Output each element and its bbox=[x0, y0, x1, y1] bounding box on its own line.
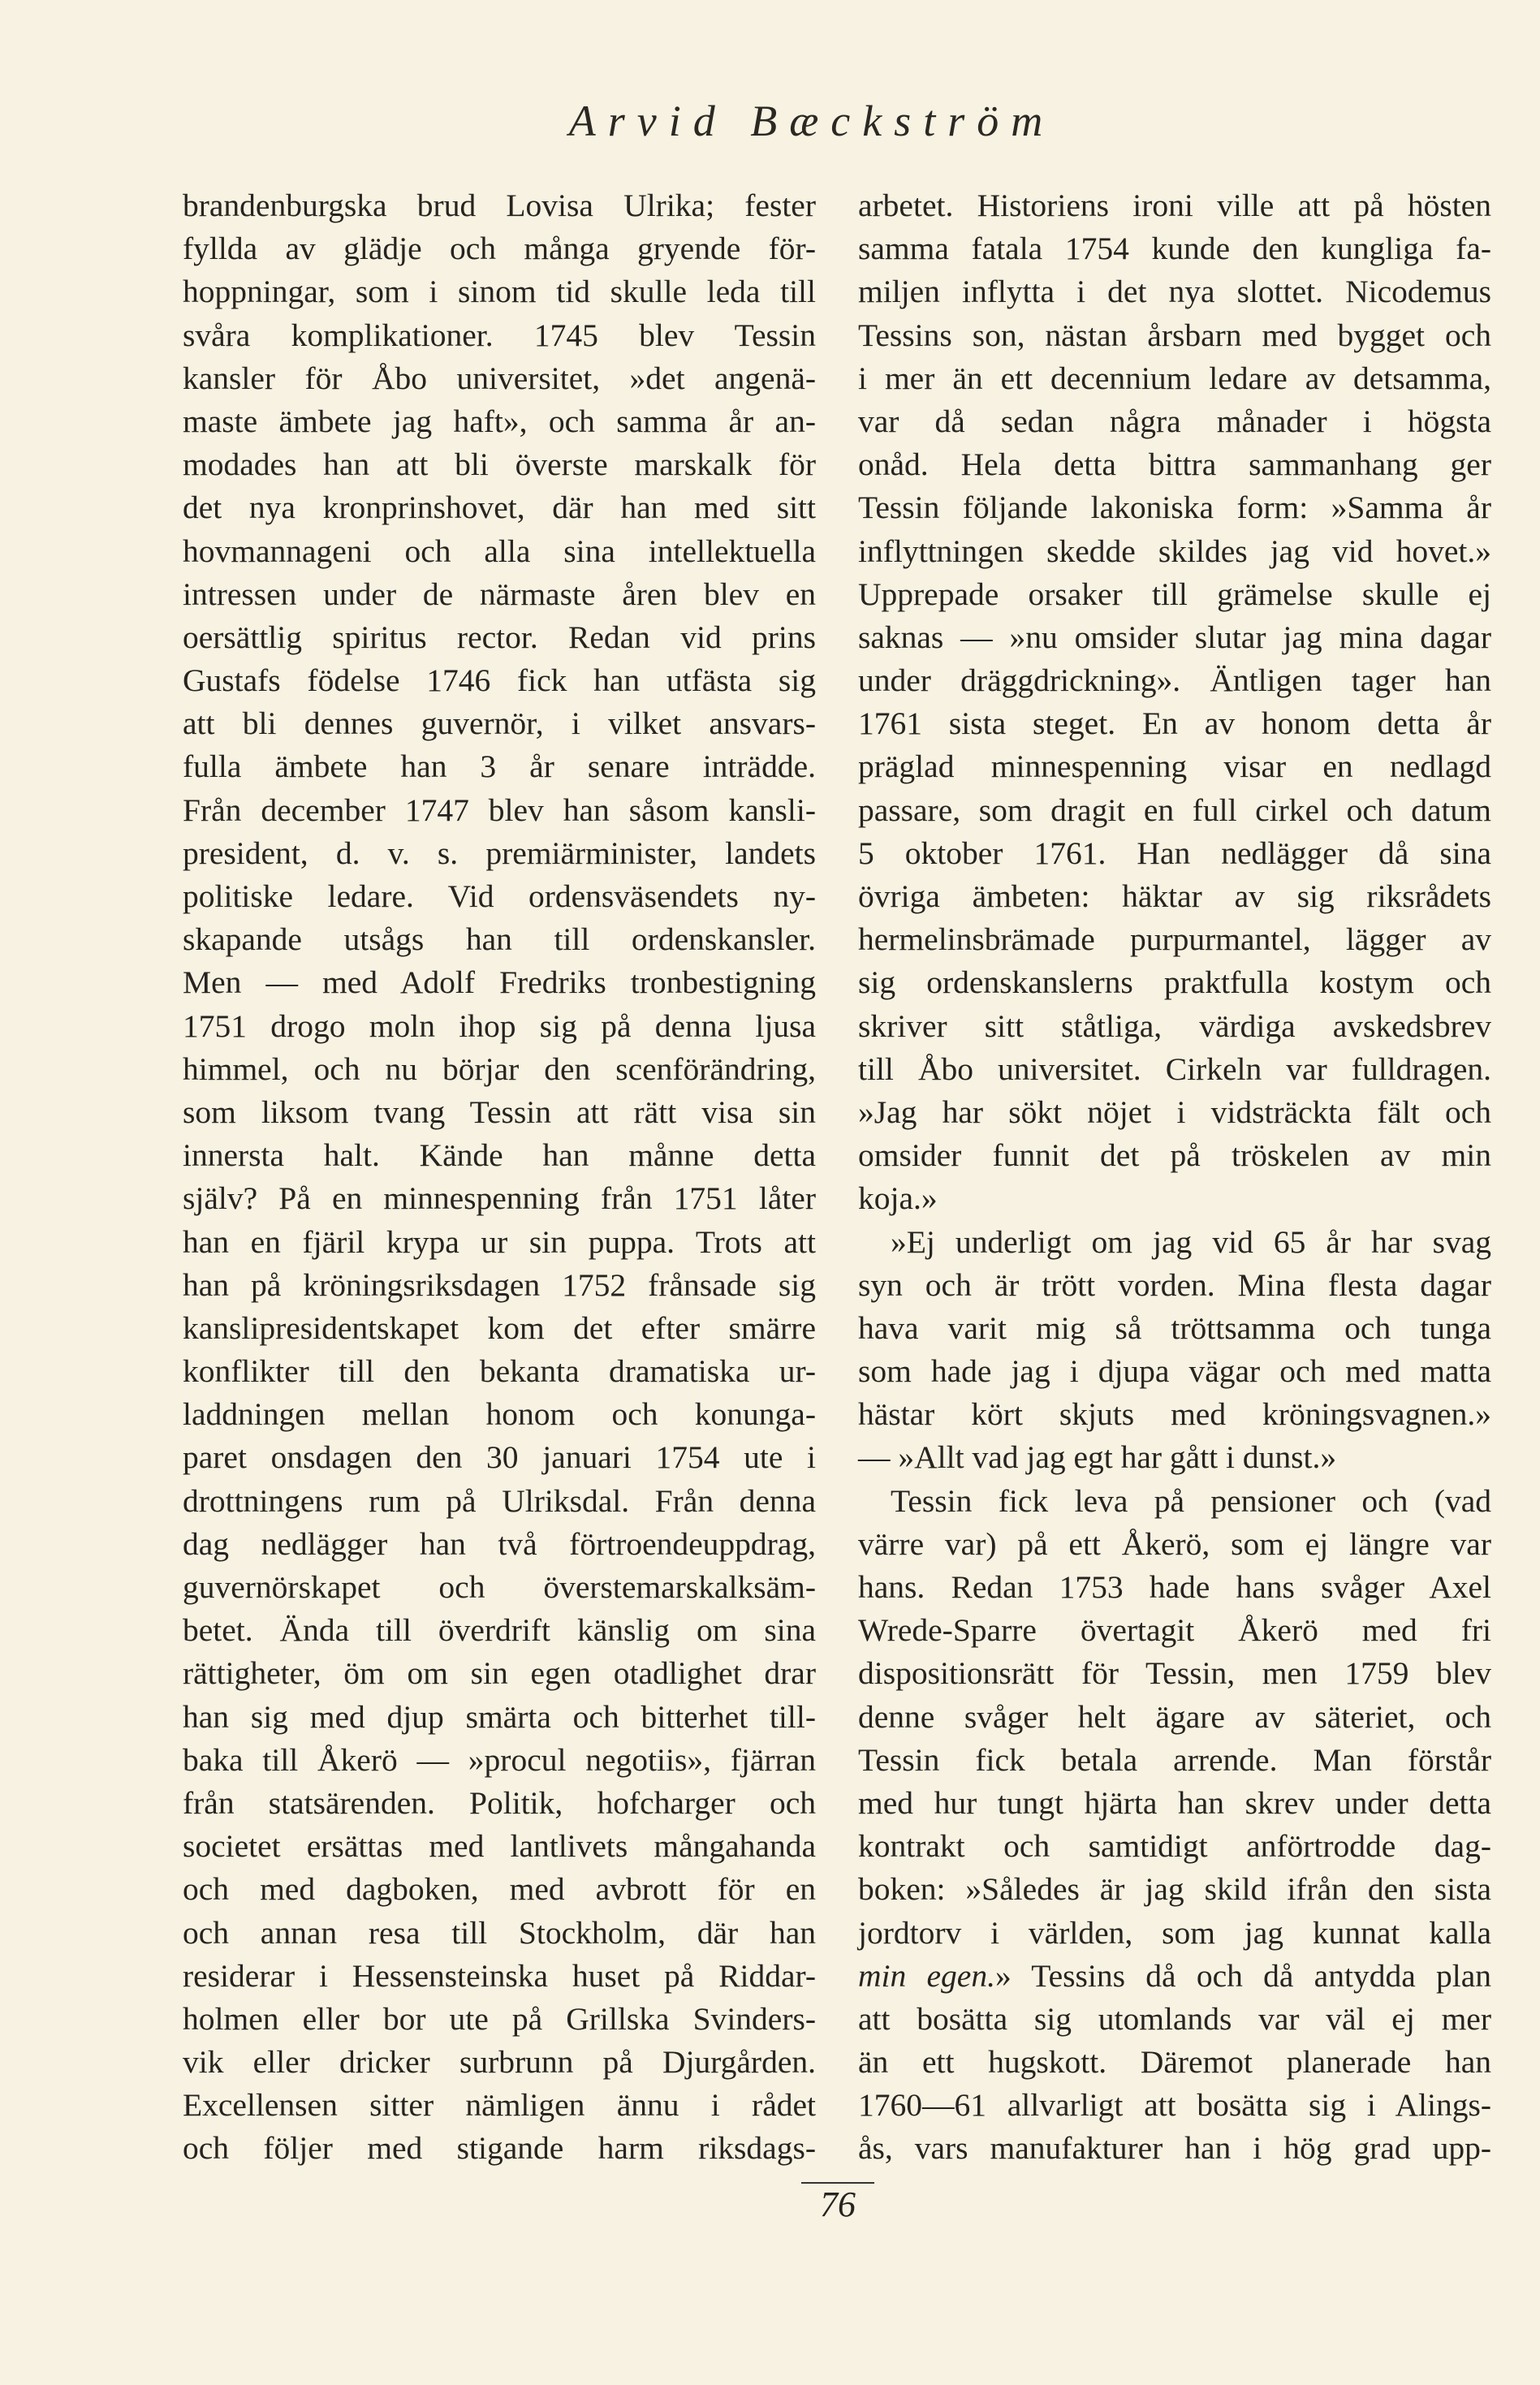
text-line: med hur tungt hjärta han skrev under detta bbox=[858, 1784, 1491, 1821]
text-line: hoppningar, som i sinom tid skulle leda till bbox=[183, 274, 816, 310]
text-line: själv? På en minnespenning från 1751 låter bbox=[183, 1180, 816, 1217]
text-line: brandenburgska brud Lovisa Ulrika; fester bbox=[183, 188, 816, 223]
emphasis-text: min egen. bbox=[858, 1957, 995, 1994]
text-line: ås, vars manufakturer han i hög grad upp- bbox=[858, 2130, 1491, 2167]
text-line: det nya kronprinshovet, där han med sitt bbox=[183, 490, 816, 526]
text-line: guvernörskapet och överstemarskalksäm- bbox=[183, 1569, 816, 1605]
text-line: hästar kört skjuts med kröningsvagnen.» bbox=[858, 1396, 1491, 1433]
text-line: denne svåger helt ägare av säteriet, och bbox=[858, 1698, 1491, 1735]
text-line: Upprepade orsaker till grämelse skulle ej bbox=[858, 576, 1491, 612]
text-line: hermelinsbrämade purpurmantel, lägger av bbox=[858, 921, 1491, 958]
text-line: präglad minnespenning visar en nedlagd bbox=[858, 748, 1491, 785]
text-line: Tessin fick leva på pensioner och (vad bbox=[891, 1482, 1491, 1519]
text-line: intressen under de närmaste åren blev en bbox=[183, 576, 816, 612]
text-line: och följer med stigande harm riksdags- bbox=[183, 2130, 816, 2167]
text-line: samma fatala 1754 kunde den kungliga fa- bbox=[858, 231, 1491, 267]
paragraph bbox=[858, 1480, 1491, 2171]
text-line bbox=[858, 1955, 1491, 1998]
right-column bbox=[858, 184, 1491, 2171]
text-line: Wrede-Sparre övertagit Åkerö med fri bbox=[858, 1612, 1491, 1649]
text-line: inflyttningen skedde skildes jag vid hovet.» bbox=[858, 533, 1491, 569]
text-line: fyllda av glädje och många gryende för- bbox=[183, 231, 816, 267]
text-line: kontrakt och samtidigt anförtrodde dag- bbox=[858, 1828, 1491, 1865]
text-line: »Jag har sökt nöjet i vidsträckta fält och bbox=[858, 1093, 1491, 1130]
text-line: omsider funnit det på tröskelen av min bbox=[858, 1137, 1491, 1174]
text-line: Tessin fick betala arrende. Man förstår bbox=[858, 1741, 1491, 1778]
text-line: paret onsdagen den 30 januari 1754 ute i bbox=[183, 1439, 816, 1476]
text-line: han en fjäril krypa ur sin puppa. Trots att bbox=[183, 1223, 816, 1260]
text-line: till Åbo universitet. Cirkeln var fulldragen. bbox=[858, 1050, 1491, 1087]
text-line: hovmannageni och alla sina intellektuella bbox=[183, 533, 816, 569]
text-segment: » Tessins då och då antydda plan bbox=[994, 1957, 1491, 1994]
text-line: konflikter till den bekanta dramatiska ur- bbox=[183, 1353, 816, 1390]
paragraph bbox=[858, 184, 1491, 1221]
text-line: syn och är trött vorden. Mina flesta dagar bbox=[858, 1266, 1491, 1303]
text-line: kansler för Åbo universitet, »det angenä- bbox=[183, 360, 816, 396]
text-line: som hade jag i djupa vägar och med matta bbox=[858, 1353, 1491, 1390]
text-line: rättigheter, öm om sin egen otadlighet drar bbox=[183, 1655, 816, 1692]
text-line: saknas — »nu omsider slutar jag mina dagar bbox=[858, 619, 1491, 655]
text-line: modades han att bli överste marskalk för bbox=[183, 446, 816, 483]
text-line: Tessins son, nästan årsbarn med bygget och bbox=[858, 317, 1491, 353]
text-line: himmel, och nu börjar den scenförändring, bbox=[183, 1050, 816, 1087]
paragraph bbox=[183, 184, 816, 2171]
text-line: Gustafs födelse 1746 fick han utfästa sig bbox=[183, 662, 816, 699]
paragraph bbox=[858, 1221, 1491, 1480]
text-line: Tessin följande lakoniska form: »Samma år bbox=[858, 490, 1491, 526]
text-line: 5 oktober 1761. Han nedlägger då sina bbox=[858, 835, 1491, 871]
text-line: än ett hugskott. Däremot planerade han bbox=[858, 2044, 1491, 2081]
running-header: Arvid Bæckström bbox=[568, 97, 1055, 145]
text-line: maste ämbete jag haft», och samma år an- bbox=[183, 403, 816, 439]
text-line: han sig med djup smärta och bitterhet till- bbox=[183, 1698, 816, 1735]
text-line: att bosätta sig utomlands var väl ej mer bbox=[858, 2000, 1491, 2037]
text-line: 1751 drogo moln ihop sig på denna ljusa bbox=[183, 1007, 816, 1044]
text-line: kanslipresidentskapet kom det efter smärre bbox=[183, 1309, 816, 1346]
text-line: Från december 1747 blev han såsom kansli- bbox=[183, 791, 816, 828]
text-line: under dräggdrickning». Äntligen tager han bbox=[858, 662, 1491, 699]
text-line: vik eller dricker surbrunn på Djurgården. bbox=[183, 2044, 816, 2081]
text-line: dag nedlägger han två förtroendeuppdrag, bbox=[183, 1525, 816, 1562]
text-line: värre var) på ett Åkerö, som ej längre var bbox=[858, 1525, 1491, 1562]
text-line: politiske ledare. Vid ordensväsendets ny- bbox=[183, 878, 816, 914]
text-line: — »Allt vad jag egt har gått i dunst.» bbox=[858, 1439, 1337, 1476]
text-line: betet. Ända till överdrift känslig om sina bbox=[183, 1612, 816, 1649]
text-line: hava varit mig så tröttsamma och tunga bbox=[858, 1309, 1491, 1346]
text-line: att bli dennes guvernör, i vilket ansvars- bbox=[183, 705, 816, 742]
text-line: miljen inflytta i det nya slottet. Nicodemus bbox=[858, 274, 1491, 310]
text-line: residerar i Hessensteinska huset på Riddar- bbox=[183, 1957, 816, 1994]
text-line: och annan resa till Stockholm, där han bbox=[183, 1914, 816, 1951]
text-line: han på kröningsriksdagen 1752 frånsade sig bbox=[183, 1266, 816, 1303]
text-line: dispositionsrätt för Tessin, men 1759 blev bbox=[858, 1655, 1491, 1692]
text-line: sig ordenskanslerns praktfulla kostym och bbox=[858, 964, 1491, 1001]
text-line: som liksom tvang Tessin att rätt visa sin bbox=[183, 1093, 816, 1130]
text-line: och med dagboken, med avbrott för en bbox=[183, 1871, 816, 1908]
text-line: var då sedan några månader i högsta bbox=[858, 403, 1491, 439]
text-line: societet ersättas med lantlivets mångahanda bbox=[183, 1828, 816, 1865]
text-line: »Ej underligt om jag vid 65 år har svag bbox=[891, 1223, 1491, 1260]
text-line: president, d. v. s. premiärminister, landets bbox=[183, 835, 816, 871]
text-line: koja.» bbox=[858, 1180, 938, 1217]
text-line: övriga ämbeten: häktar av sig riksrådets bbox=[858, 878, 1491, 914]
text-line: passare, som dragit en full cirkel och datum bbox=[858, 791, 1491, 828]
text-line: jordtorv i världen, som jag kunnat kalla bbox=[858, 1914, 1491, 1951]
text-line: från statsärenden. Politik, hofcharger och bbox=[183, 1784, 816, 1821]
text-line: skapande utsågs han till ordenskansler. bbox=[183, 921, 816, 958]
text-line: skriver sitt ståtliga, värdiga avskedsbrev bbox=[858, 1007, 1491, 1044]
text-line: 1760—61 allvarligt att bosätta sig i Alings- bbox=[858, 2087, 1491, 2124]
text-line: Men — med Adolf Fredriks tronbestigning bbox=[183, 964, 816, 1001]
text-line: fulla ämbete han 3 år senare inträdde. bbox=[183, 748, 816, 785]
text-line: onåd. Hela detta bittra sammanhang ger bbox=[858, 446, 1491, 483]
page-number: 76 bbox=[820, 2184, 856, 2224]
text-line: svåra komplikationer. 1745 blev Tessin bbox=[183, 317, 816, 353]
text-line: laddningen mellan honom och konunga- bbox=[183, 1396, 816, 1433]
text-line: i mer än ett decennium ledare av detsamma, bbox=[858, 360, 1491, 396]
text-line: drottningens rum på Ulriksdal. Från denna bbox=[183, 1482, 816, 1519]
text-line: innersta halt. Kände han månne detta bbox=[183, 1137, 816, 1174]
left-column bbox=[183, 184, 816, 2171]
text-line: arbetet. Historiens ironi ville att på hösten bbox=[858, 188, 1491, 223]
text-line: 1761 sista steget. En av honom detta år bbox=[858, 705, 1491, 742]
text-line: baka till Åkerö — »procul negotiis», fjärran bbox=[183, 1741, 816, 1778]
text-line: boken: »Således är jag skild ifrån den sista bbox=[858, 1871, 1491, 1908]
text-line: oersättlig spiritus rector. Redan vid prins bbox=[183, 619, 816, 655]
text-line: Excellensen sitter nämligen ännu i rådet bbox=[183, 2087, 816, 2124]
text-line: hans. Redan 1753 hade hans svåger Axel bbox=[858, 1569, 1491, 1605]
text-line: holmen eller bor ute på Grillska Svinders- bbox=[183, 2000, 816, 2037]
